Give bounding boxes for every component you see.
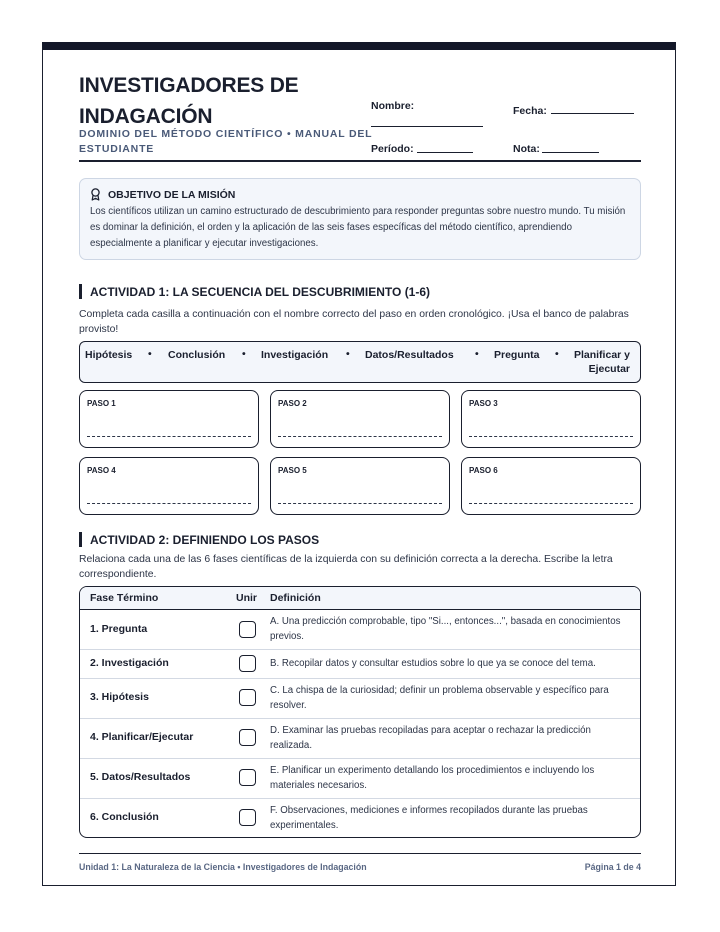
page-subtitle: DOMINIO DEL MÉTODO CIENTÍFICO • MANUAL DEL ESTUDIANTE — [79, 128, 373, 155]
matching-table — [79, 586, 641, 838]
step-box-2[interactable] — [270, 390, 450, 448]
period-label: Período: — [371, 143, 414, 155]
phase-term: 2. Investigación — [90, 657, 169, 669]
table-row — [80, 679, 640, 719]
step-answer-line — [87, 436, 251, 437]
step-answer-line — [469, 436, 633, 437]
word-bank-item: Datos/Resultados — [365, 349, 454, 361]
grade-label: Nota: — [513, 143, 540, 155]
step-label: PASO 1 — [87, 399, 116, 408]
objective-text: Los científicos utilizan un camino estructurado de descubrimiento para responder preguntas sobre nuestro mundo. Tu misión es dominar la definición, el orden y la aplicación de las seis fases específicas del método científico, aprendiendo especialmente a planificar y ejecutar investigaciones. — [90, 206, 626, 249]
match-checkbox[interactable] — [239, 809, 256, 826]
date-field[interactable] — [551, 113, 634, 114]
phase-term: 5. Datos/Resultados — [90, 771, 191, 783]
phase-definition: F. Observaciones, mediciones e informes recopilados durante las pruebas experimentales. — [270, 805, 588, 831]
grade-field[interactable] — [542, 152, 599, 153]
activity2-title — [79, 532, 319, 547]
period-field[interactable] — [417, 152, 473, 153]
step-box-6[interactable] — [461, 457, 641, 515]
step-box-4[interactable] — [79, 457, 259, 515]
header-definition: Definición — [270, 592, 321, 604]
step-box-3[interactable] — [461, 390, 641, 448]
activity1-title — [79, 284, 430, 299]
page-number: Página 1 de 4 — [584, 862, 641, 872]
phase-term: 3. Hipótesis — [90, 691, 149, 703]
phase-definition: B. Recopilar datos y consultar estudios sobre lo que ya se conoce del tema. — [270, 658, 596, 669]
header-term: Fase Término — [90, 592, 159, 604]
worksheet-page — [42, 42, 676, 886]
step-label: PASO 3 — [469, 399, 498, 408]
name-label: Nombre: — [371, 100, 415, 112]
word-bank-item: Pregunta — [494, 349, 540, 361]
footer-divider — [79, 853, 641, 854]
phase-definition: C. La chispa de la curiosidad; definir un problema observable y específico para resolver. — [270, 685, 609, 711]
phase-definition: E. Planificar un experimento detallando los procedimientos e incluyendo los materiales necesarios. — [270, 765, 595, 791]
word-bank-separator: • — [555, 348, 559, 360]
step-answer-line — [278, 436, 442, 437]
match-checkbox[interactable] — [239, 729, 256, 746]
footer-left-text: Unidad 1: La Naturaleza de la Ciencia • Investigadores de Indagación — [79, 862, 367, 872]
header-match: Unir — [236, 592, 257, 604]
table-row — [80, 610, 640, 650]
word-bank-item: Planificar y Ejecutar — [573, 349, 630, 375]
step-box-1[interactable] — [79, 390, 259, 448]
page-title: INVESTIGADORES DE INDAGACIÓN — [79, 74, 299, 128]
date-label: Fecha: — [513, 105, 547, 117]
activity1-description: Completa cada casilla a continuación con el nombre correcto del paso en orden cronológico. ¡Usa el banco de palabras provisto! — [79, 309, 629, 335]
word-bank-separator: • — [242, 348, 246, 360]
phase-term: 6. Conclusión — [90, 811, 159, 823]
objective-title: OBJETIVO DE LA MISIÓN — [108, 188, 236, 201]
word-bank-separator: • — [148, 348, 152, 360]
step-answer-line — [469, 503, 633, 504]
word-bank-separator: • — [346, 348, 350, 360]
word-bank-separator: • — [475, 348, 479, 360]
objective-heading — [90, 188, 235, 201]
mission-objective-box — [79, 178, 641, 260]
step-label: PASO 5 — [278, 466, 307, 475]
word-bank-item: Conclusión — [168, 349, 226, 361]
table-row — [80, 759, 640, 799]
step-answer-line — [278, 503, 442, 504]
medal-icon — [90, 188, 101, 201]
activity2-description: Relaciona cada una de las 6 fases científicas de la izquierda con su definición correcta a la derecha. Escribe la letra correspondiente. — [79, 554, 613, 580]
match-checkbox[interactable] — [239, 621, 256, 638]
step-answer-line — [87, 503, 251, 504]
step-label: PASO 6 — [469, 466, 498, 475]
phase-definition: D. Examinar las pruebas recopiladas para aceptar o rechazar la predicción realizada. — [270, 725, 591, 751]
word-bank — [79, 341, 641, 383]
word-bank-item: Investigación — [261, 349, 329, 361]
name-field[interactable] — [371, 126, 483, 127]
activity2-title-text: ACTIVIDAD 2: DEFINIENDO LOS PASOS — [90, 532, 320, 547]
match-checkbox[interactable] — [239, 769, 256, 786]
table-header — [80, 587, 640, 610]
phase-term: 1. Pregunta — [90, 623, 148, 635]
match-checkbox[interactable] — [239, 689, 256, 706]
match-checkbox[interactable] — [239, 655, 256, 672]
section-marker — [79, 284, 82, 299]
activity1-title-text: ACTIVIDAD 1: LA SECUENCIA DEL DESCUBRIMIENTO (1-6) — [90, 284, 431, 299]
step-box-5[interactable] — [270, 457, 450, 515]
table-row — [80, 799, 640, 838]
phase-definition: A. Una predicción comprobable, tipo "Si..., entonces...", basada en conocimientos previos. — [270, 616, 621, 642]
table-row — [80, 650, 640, 679]
step-label: PASO 2 — [278, 399, 307, 408]
step-label: PASO 4 — [87, 466, 116, 475]
header-divider — [79, 160, 641, 162]
section-marker — [79, 532, 82, 547]
word-bank-item: Hipótesis — [85, 349, 133, 361]
table-row — [80, 719, 640, 759]
phase-term: 4. Planificar/Ejecutar — [90, 731, 194, 743]
